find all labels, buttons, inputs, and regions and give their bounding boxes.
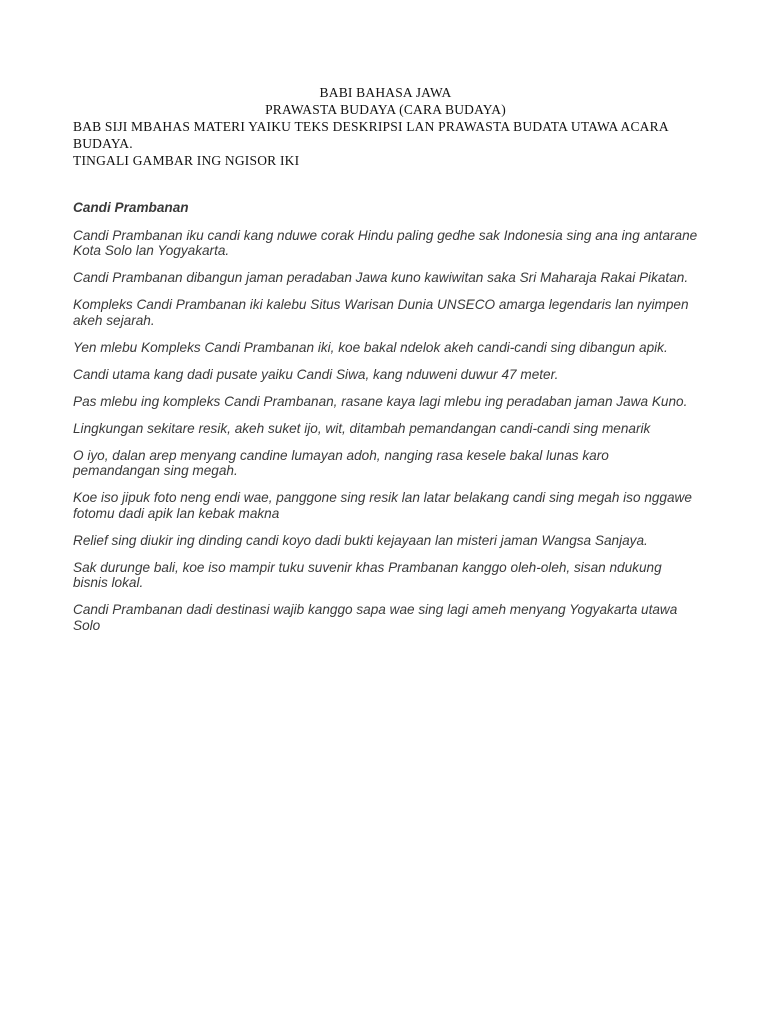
article-paragraph: Koe iso jipuk foto neng endi wae, panggone sing resik lan latar belakang candi sing megah iso nggawe fotomu dadi apik lan kebak makna [73,490,692,521]
article-paragraph: Relief sing diukir ing dinding candi koyo dadi bukti kejayaan lan misteri jaman Wangsa Sanjaya. [73,532,648,548]
article-paragraph: Candi Prambanan dadi destinasi wajib kanggo sapa wae sing lagi ameh menyang Yogyakarta utawa Solo [73,602,678,633]
header-instruction: TINGALI GAMBAR ING NGISOR IKI [73,153,300,168]
header-chapter-intro: BAB SIJI MBAHAS MATERI YAIKU TEKS DESKRIPSI LAN PRAWASTA BUDATA UTAWA ACARA BUDAYA. [73,119,669,151]
article-paragraph: Sak durunge bali, koe iso mampir tuku suvenir khas Prambanan kanggo oleh-oleh, sisan ndukung bisnis lokal. [73,559,662,590]
article-paragraph: Candi utama kang dadi pusate yaiku Candi Siwa, kang nduweni duwur 47 meter. [73,366,559,382]
article-paragraph: Kompleks Candi Prambanan iki kalebu Situs Warisan Dunia UNSECO amarga legendaris lan nyimpen akeh sejarah. [73,297,689,328]
document-header [73,84,698,169]
article-body [73,200,698,633]
article-title: Candi Prambanan [73,200,189,215]
article-paragraph: Lingkungan sekitare resik, akeh suket ijo, wit, ditambah pemandangan candi-candi sing menarik [73,420,651,436]
article-paragraph: O iyo, dalan arep menyang candine lumayan adoh, nanging rasa kesele bakal lunas karo pemandangan sing megah. [73,447,609,478]
article-paragraph: Candi Prambanan iku candi kang nduwe corak Hindu paling gedhe sak Indonesia sing ana ing antarane Kota Solo lan Yogyakarta. [73,227,698,258]
article-paragraph: Pas mlebu ing kompleks Candi Prambanan, rasane kaya lagi mlebu ing peradaban jaman Jawa Kuno. [73,393,688,409]
article-paragraph: Yen mlebu Kompleks Candi Prambanan iki, koe bakal ndelok akeh candi-candi sing dibangun apik. [73,339,668,355]
article-paragraph: Candi Prambanan dibangun jaman peradaban Jawa kuno kawiwitan saka Sri Maharaja Rakai Pikatan. [73,270,689,285]
header-title: BABI BAHASA JAWA [319,85,452,100]
header-subtitle: PRAWASTA BUDAYA (CARA BUDAYA) [265,102,506,117]
